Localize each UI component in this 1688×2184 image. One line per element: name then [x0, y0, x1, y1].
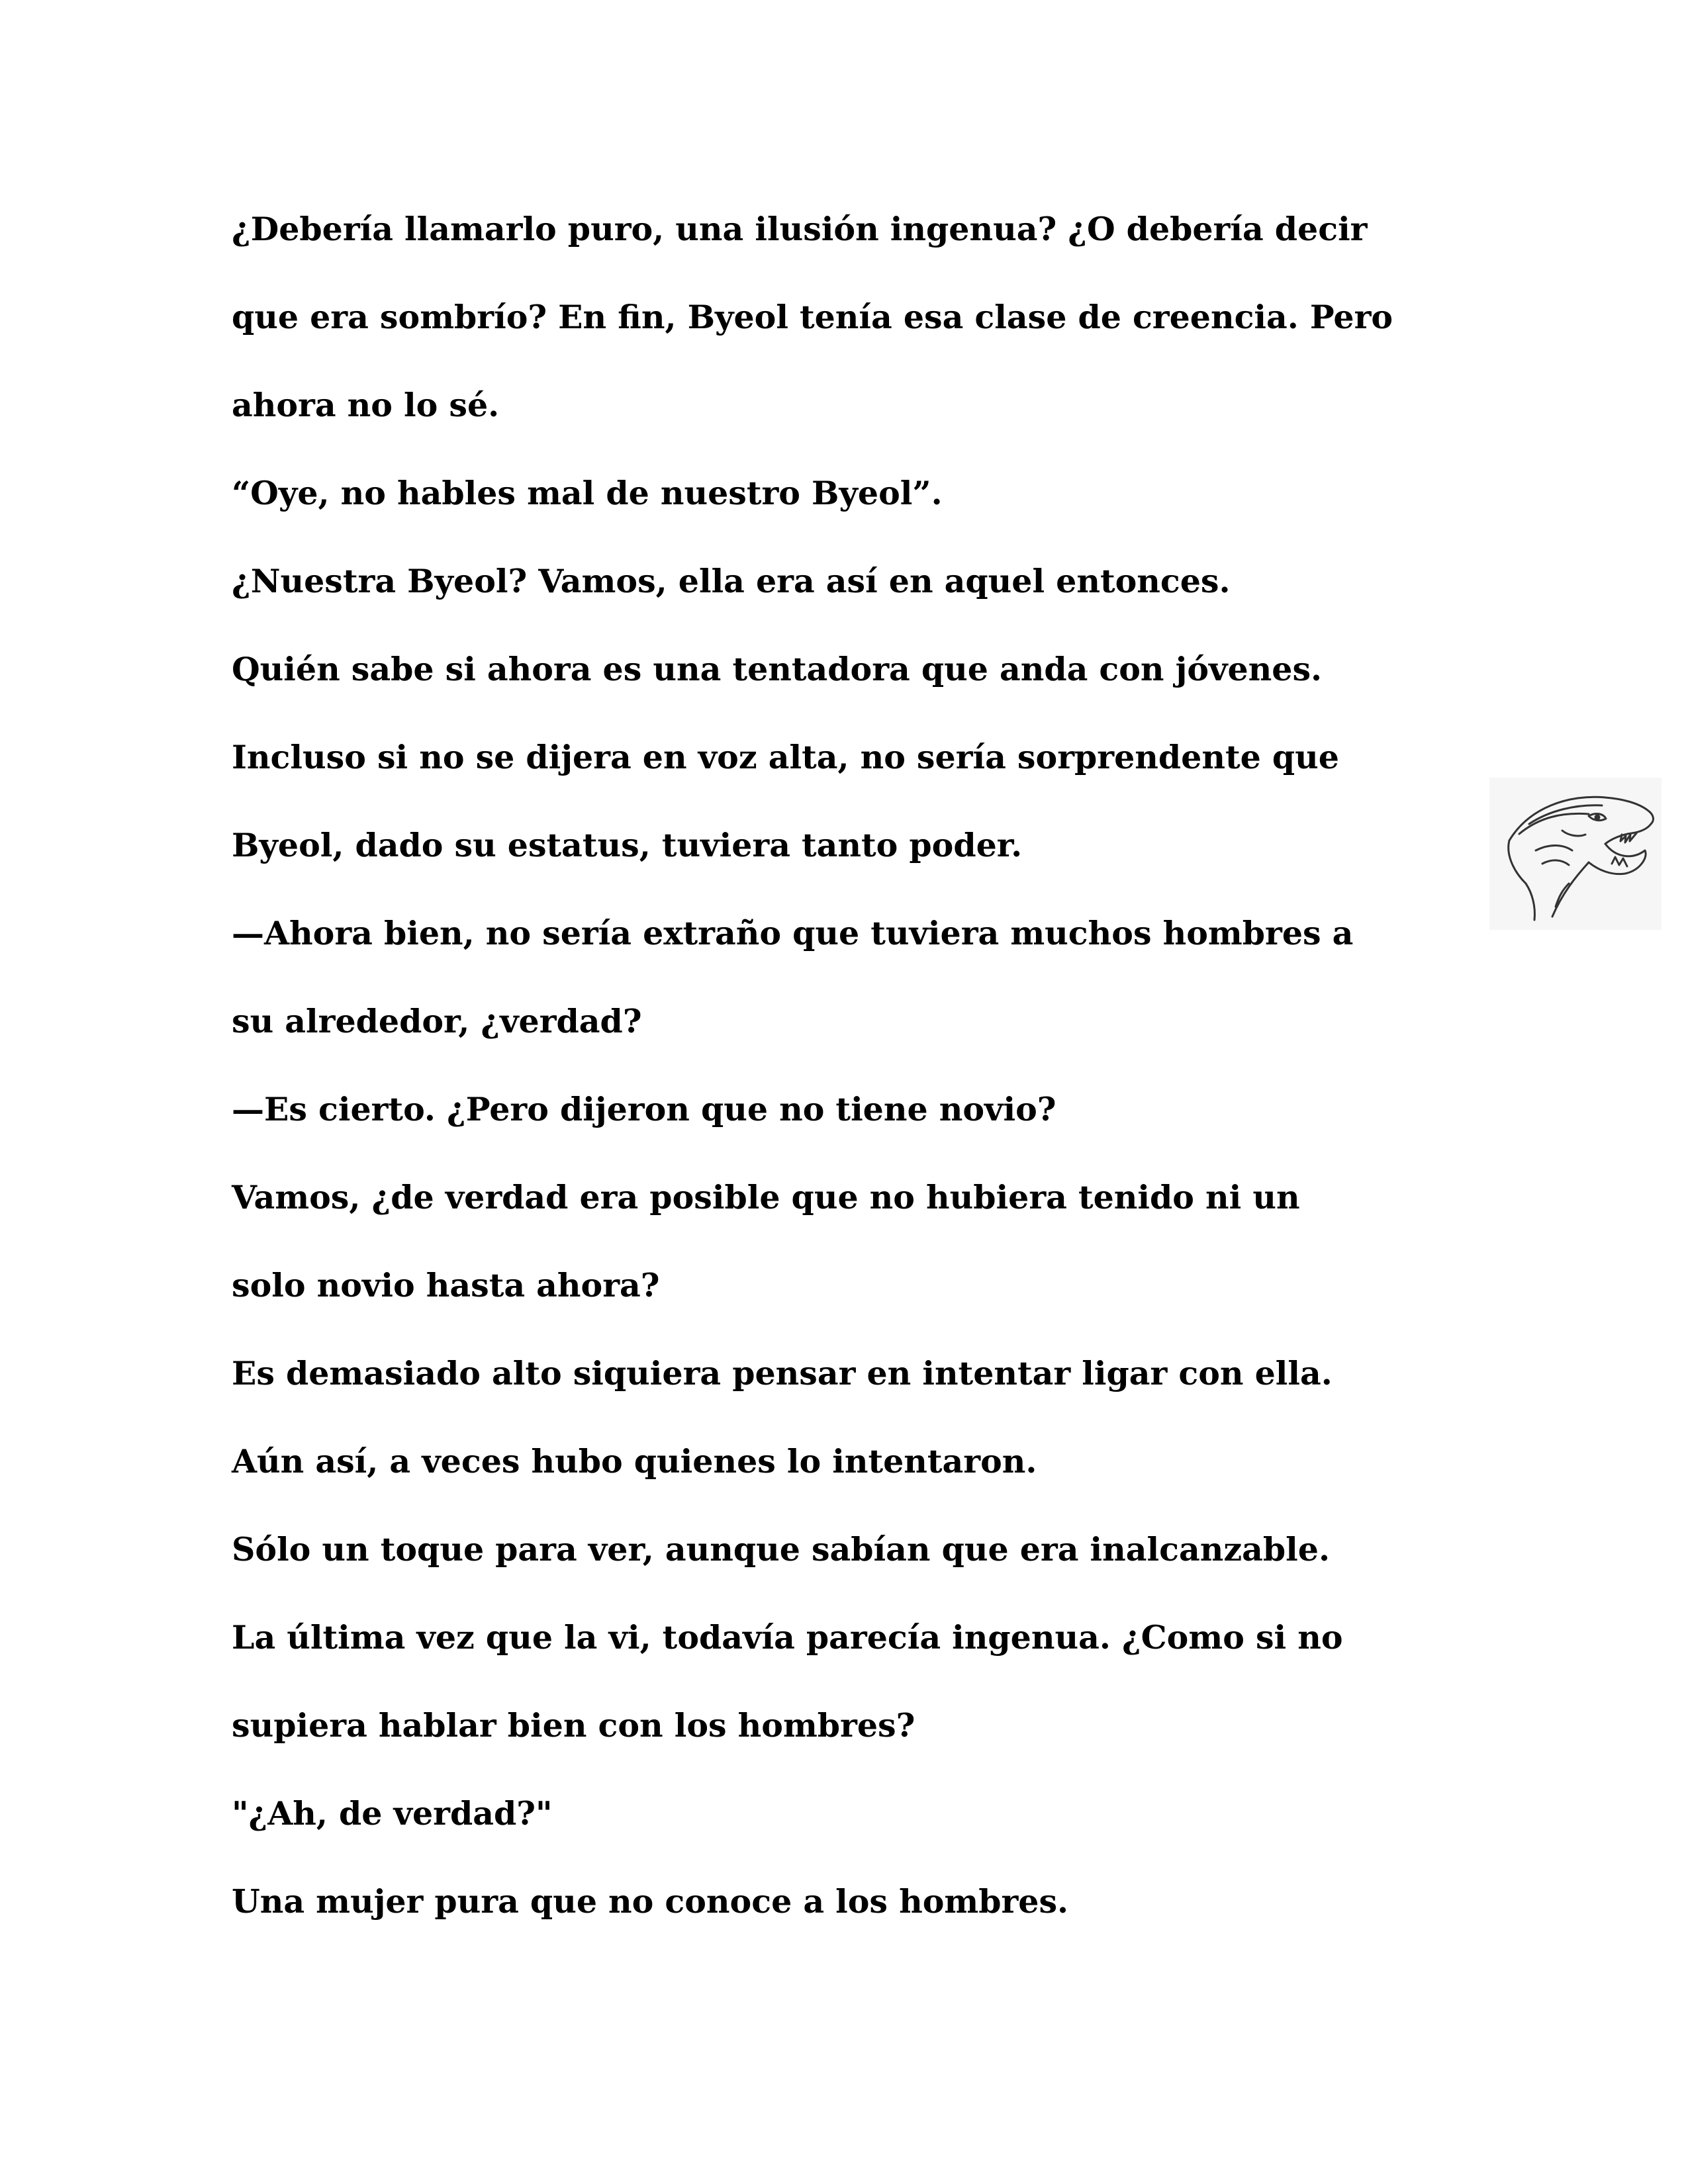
- text-line: que era sombrío? En fin, Byeol tenía esa clase de creencia. Pero: [232, 298, 1393, 336]
- text-line: ahora no lo sé.: [232, 386, 500, 424]
- text-line: Byeol, dado su estatus, tuviera tanto poder.: [232, 826, 1023, 864]
- text-line: Quién sabe si ahora es una tentadora que anda con jóvenes.: [232, 650, 1323, 688]
- text-line: su alrededor, ¿verdad?: [232, 1002, 642, 1040]
- text-line: supiera hablar bien con los hombres?: [232, 1706, 915, 1745]
- text-line: La última vez que la vi, todavía parecía ingenua. ¿Como si no: [232, 1618, 1343, 1657]
- body-text: [232, 185, 1489, 1946]
- text-line: "¿Ah, de verdad?": [232, 1794, 553, 1833]
- text-line: solo novio hasta ahora?: [232, 1266, 660, 1304]
- text-line: Vamos, ¿de verdad era posible que no hubiera tenido ni un: [232, 1178, 1300, 1216]
- text-line: —Ahora bien, no sería extraño que tuviera muchos hombres a: [232, 914, 1354, 952]
- dinosaur-head-icon: [1489, 778, 1662, 930]
- text-line: Sólo un toque para ver, aunque sabían que era inalcanzable.: [232, 1530, 1331, 1569]
- text-line: Es demasiado alto siquiera pensar en intentar ligar con ella.: [232, 1354, 1333, 1392]
- text-line: “Oye, no hables mal de nuestro Byeol”.: [232, 474, 943, 512]
- text-line: —Es cierto. ¿Pero dijeron que no tiene novio?: [232, 1090, 1056, 1128]
- text-line: Aún así, a veces hubo quienes lo intentaron.: [232, 1442, 1037, 1480]
- text-line: ¿Nuestra Byeol? Vamos, ella era así en aquel entonces.: [232, 562, 1231, 600]
- text-line: Una mujer pura que no conoce a los hombres.: [232, 1882, 1069, 1921]
- text-line: Incluso si no se dijera en voz alta, no sería sorprendente que: [232, 738, 1339, 776]
- text-line: ¿Debería llamarlo puro, una ilusión ingenua? ¿O debería decir: [232, 210, 1368, 248]
